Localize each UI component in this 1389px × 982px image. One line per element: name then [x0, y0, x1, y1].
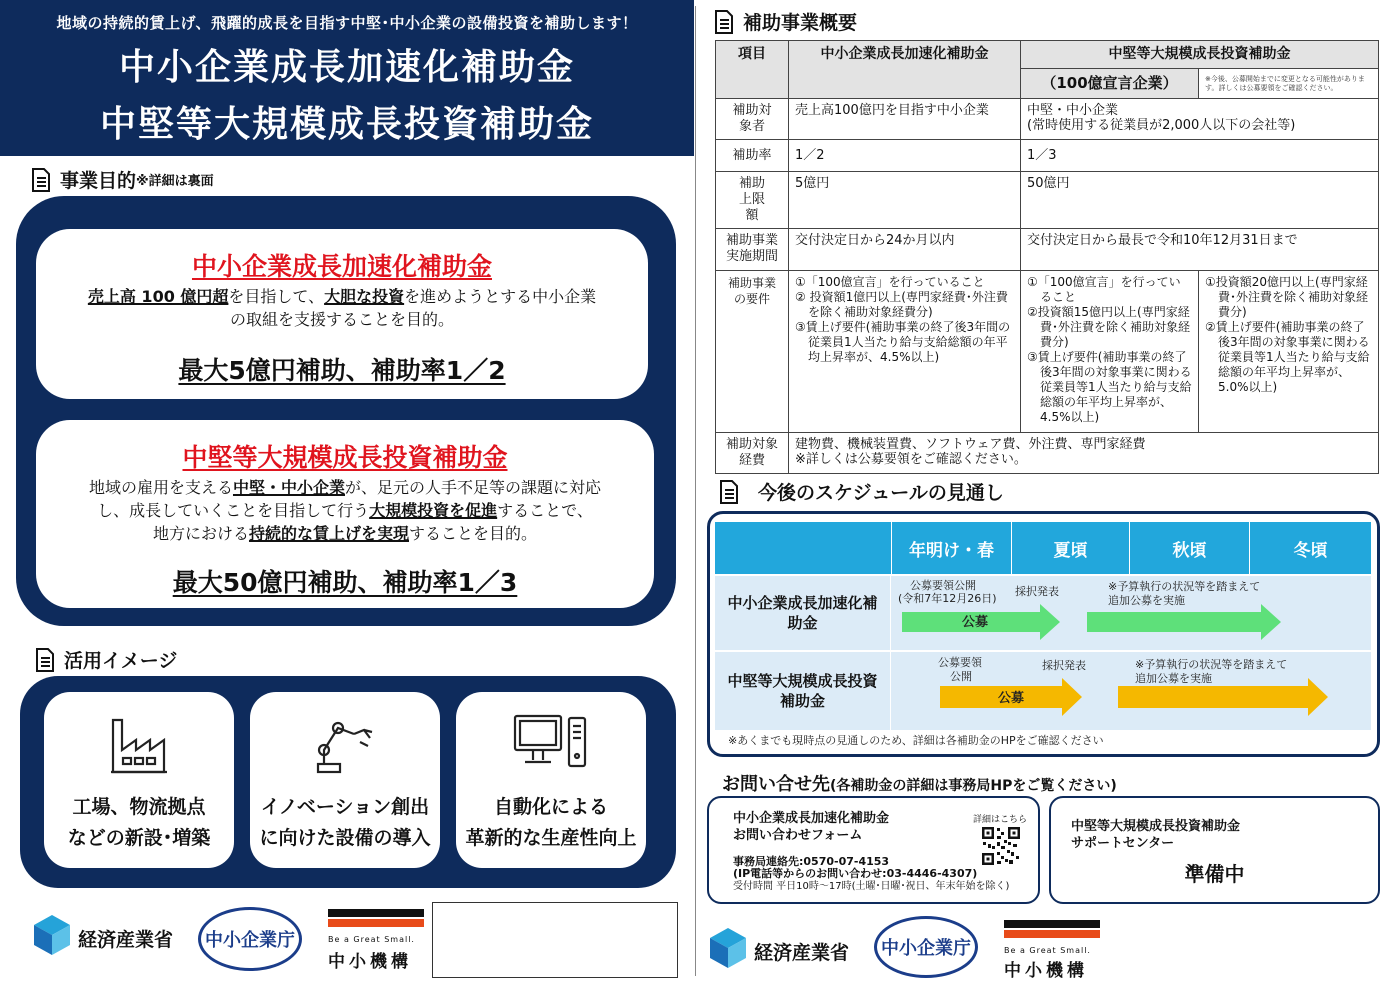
text-part: することを目的。 — [409, 524, 538, 543]
emph-sales: 売上高 100 億円超 — [87, 287, 229, 306]
header-banner — [0, 0, 694, 156]
cell-b: 1／3 — [1021, 140, 1379, 172]
smrj-tagline: Be a Great Small. — [328, 935, 415, 944]
emph-text: 中堅・中小企業 — [232, 478, 345, 497]
overview-table — [715, 40, 1379, 474]
row-label-text: 補助上限額 — [738, 176, 765, 223]
contact-name: 中小企業成長加速化補助金 — [733, 811, 890, 826]
row-label — [716, 271, 789, 433]
cell-b: 50億円 — [1021, 172, 1379, 229]
document-icon — [713, 10, 735, 34]
card-title: 中堅等大規模成長投資補助金 — [182, 443, 508, 472]
card-body — [36, 476, 654, 545]
period-3: 秋頃 — [1129, 522, 1249, 574]
contact-hours: 受付時間 平日10時～17時(土曜･日曜･祝日、年末年始を除く) — [733, 881, 1010, 892]
row-label-text: 補助対象経費 — [725, 437, 778, 468]
document-icon — [34, 648, 56, 672]
smrj-bar-orange — [328, 919, 424, 927]
col-growth: 中小企業成長加速化補助金 — [789, 41, 1021, 99]
extra-note-1: ※予算執行の状況等を踏まえて — [1135, 658, 1288, 671]
schedule-row-label-text: 中堅等大規模成長投資補助金 — [727, 672, 878, 710]
arrow-green-2 — [1087, 604, 1283, 640]
period-1: 年明け・春 — [891, 522, 1011, 574]
cell-b — [1021, 99, 1379, 140]
row-label — [716, 99, 789, 140]
max-subsidy: 最大50億円補助、補助率1／3 — [172, 568, 518, 597]
schedule-row-label — [715, 576, 891, 650]
schedule-heading — [718, 478, 1004, 505]
schedule-heading-label: 今後のスケジュールの見通し — [758, 482, 1004, 504]
usage-heading — [34, 646, 177, 673]
emph-text: 大規模投資を促進 — [369, 501, 498, 520]
cell-text: (常時使用する従業員が2,000人以下の会社等) — [1027, 118, 1296, 133]
emph-investment: 大胆な投資 — [324, 287, 405, 306]
text-part: の取組を支援することを目的。 — [229, 310, 454, 329]
pub-notice: 公募要領公開 — [910, 579, 976, 592]
cell-text: 建物費、機械装置費、ソフトウェア費、外注費、専門家経費 — [795, 437, 1146, 452]
card-body — [36, 285, 648, 331]
contact-status: 準備中 — [1184, 862, 1245, 886]
cell-b: 交付決定日から最長で令和10年12月31日まで — [1021, 229, 1379, 271]
cell-a: 5億円 — [789, 172, 1021, 229]
pub-date: (令和7年12月26日) — [898, 592, 997, 605]
table-row — [716, 271, 1379, 433]
sme-agency-logo-text: 中小企業庁 — [881, 938, 971, 959]
smrj-logo-text: 中小機構 — [328, 952, 412, 972]
usage-line: などの新設･増築 — [67, 827, 211, 849]
requirement-item: ①「100億宣言」を行っていること — [795, 275, 985, 289]
usage-label — [44, 792, 234, 854]
meti-logo-text: 経済産業省 — [754, 942, 850, 964]
col-large-note: ※今後、公募開始までに変更となる可能性があります。詳しくは公募要領をご確認ください。 — [1199, 69, 1379, 99]
period-2: 夏頃 — [1011, 522, 1129, 574]
selection-note: 採択発表 — [1042, 659, 1086, 672]
meti-logo-icon — [32, 913, 72, 957]
usage-line: 革新的な生産性向上 — [465, 827, 637, 849]
arrow-yellow-2 — [1118, 678, 1330, 716]
cell-text: 中堅・中小企業 — [1027, 103, 1119, 118]
cell-costs — [789, 433, 1379, 474]
title-growth-acceleration: 中小企業成長加速化補助金 — [118, 47, 575, 88]
period-4: 冬頃 — [1249, 522, 1371, 574]
smrj-tagline: Be a Great Small. — [1004, 946, 1091, 955]
cell-a: 交付決定日から24か月以内 — [789, 229, 1021, 271]
arrow-label: 公募 — [998, 691, 1025, 706]
contact-box-large — [1049, 796, 1380, 904]
smrj-bar-black — [328, 909, 424, 917]
text-part: 地方における — [152, 524, 249, 543]
left-page — [0, 0, 694, 982]
requirement-item: ②投資額15億円以上(専門家経費･外注費を除く補助対象経費分) — [1027, 305, 1191, 349]
blank-stamp-box — [432, 902, 678, 978]
extra-note-1: ※予算執行の状況等を踏まえて — [1108, 580, 1261, 593]
row-label-text: 補助事業実施期間 — [725, 233, 778, 264]
meti-logo-icon — [708, 926, 748, 970]
requirement-item: ①「100億宣言」を行っていること — [1027, 275, 1181, 304]
requirement-item: ③賃上げ要件(補助事業の終了後3年間の従業員1人当たり給与支給総額の年平均上昇率が、4.5%以上) — [795, 320, 1011, 364]
smrj-logo-text: 中小機構 — [1004, 961, 1088, 981]
pub-notice: 公募要領 — [938, 656, 982, 669]
cell-text: ※詳しくは公募要領をご確認ください。 — [795, 452, 1027, 467]
extra-note-2: 追加公募を実施 — [1135, 672, 1212, 685]
page-divider — [695, 6, 696, 976]
qr-note: 詳細はこちら — [973, 815, 1028, 825]
col-large-sub: （100億宣言企業） — [1021, 69, 1199, 99]
robot-arm-icon — [310, 710, 380, 776]
contact-ip-tel: (IP電話等からのお問い合わせ:03-4446-4307) — [733, 867, 978, 880]
row-label-text: 補助事業の要件 — [727, 276, 776, 306]
text-part: が、足元の人手不足等の課題に対応 — [345, 478, 602, 497]
purpose-card-large — [36, 420, 654, 608]
selection-note: 採択発表 — [1015, 585, 1059, 598]
usage-line: に向けた設備の導入 — [259, 827, 431, 849]
usage-card-factory — [44, 692, 234, 868]
cell-c — [1199, 271, 1379, 433]
overview-heading-label: 補助事業概要 — [743, 12, 858, 34]
contact-details — [733, 856, 1009, 893]
smrj-bar-orange — [1004, 930, 1100, 938]
pub-notice: 公開 — [950, 670, 972, 683]
table-row — [716, 140, 1379, 172]
sme-agency-logo — [874, 916, 978, 978]
contact-box-growth — [707, 796, 1040, 904]
contact-tel: 事務局連絡先:0570-07-4153 — [733, 855, 890, 868]
schedule-header — [715, 522, 1371, 574]
cell-a — [789, 271, 1021, 433]
requirement-item: ②賃上げ要件(補助事業の終了後3年間の対象事業に関わる従業員等1人当たり給与支給総額の年平均上昇率が、5.0%以上) — [1205, 320, 1370, 394]
usage-line: 工場、物流拠点 — [72, 796, 206, 818]
max-subsidy: 最大5億円補助、補助率1／2 — [178, 356, 506, 385]
document-icon — [30, 168, 52, 192]
logos-right — [706, 916, 1126, 981]
row-label — [716, 229, 789, 271]
sme-agency-logo — [198, 907, 302, 971]
smrj-bar-black — [1004, 920, 1100, 928]
usage-card-automation — [456, 692, 646, 868]
usage-label — [250, 792, 440, 854]
schedule-header-blank — [715, 522, 891, 574]
contact-heading — [722, 770, 1117, 796]
usage-label — [456, 792, 646, 854]
contact-box-title — [733, 810, 889, 844]
table-row — [716, 99, 1379, 140]
col-item: 項目 — [716, 41, 789, 99]
row-label-text: 補助対象者 — [732, 103, 772, 134]
title-large-scale-investment: 中堅等大規模成長投資補助金 — [99, 104, 594, 145]
contact-center: サポートセンター — [1071, 836, 1175, 851]
col-large: 中堅等大規模成長投資補助金 — [1021, 41, 1379, 69]
contact-heading-label: お問い合せ先 — [722, 774, 830, 795]
text-part: を目指して、 — [228, 287, 325, 306]
text-part: 地域の雇用を支える — [88, 478, 233, 497]
requirement-item: ①投資額20億円以上(専門家経費･外注費を除く補助対象経費分) — [1205, 275, 1369, 319]
row-label: 補助率 — [716, 140, 789, 172]
table-header-row — [716, 41, 1379, 69]
usage-line: イノベーション創出 — [260, 796, 430, 818]
purpose-heading-note: ※詳細は裏面 — [136, 174, 214, 189]
table-row — [716, 433, 1379, 474]
cell-a: 売上高100億円を目指す中小企業 — [789, 99, 1021, 140]
text-part: を進めようとする中小企業 — [404, 287, 597, 306]
contact-box-title — [1071, 818, 1240, 852]
tagline: 地域の持続的賃上げ、飛躍的成長を目指す中堅･中小企業の設備投資を補助します！ — [56, 14, 638, 32]
schedule-row-label — [715, 652, 891, 730]
schedule-row-label-text: 中小企業成長加速化補助金 — [727, 594, 878, 632]
purpose-heading — [30, 166, 214, 193]
factory-icon — [107, 710, 171, 776]
purpose-heading-label: 事業目的 — [60, 170, 137, 192]
meti-logo-text: 経済産業省 — [78, 929, 174, 951]
cell-b — [1021, 271, 1199, 433]
computer-icon — [511, 710, 591, 776]
overview-heading — [713, 8, 857, 35]
contact-form-link[interactable]: お問い合わせフォーム — [733, 828, 863, 843]
purpose-card-growth — [36, 229, 648, 399]
table-row — [716, 229, 1379, 271]
row-label — [716, 172, 789, 229]
contact-name: 中堅等大規模成長投資補助金 — [1071, 819, 1241, 834]
document-icon — [718, 480, 740, 504]
requirement-item: ③賃上げ要件(補助事業の終了後3年間の対象事業に関わる従業員等1人当たり給与支給総額の年平均上昇率が、4.5%以上) — [1027, 350, 1192, 424]
emph-text: 持続的な賃上げを実現 — [248, 524, 409, 543]
usage-heading-label: 活用イメージ — [64, 650, 178, 672]
text-part: し、成長していくことを目指して行う — [97, 501, 370, 520]
row-label — [716, 433, 789, 474]
text-part: することで、 — [497, 501, 593, 520]
table-row — [716, 172, 1379, 229]
usage-card-innovation — [250, 692, 440, 868]
sme-agency-logo-text: 中小企業庁 — [205, 930, 295, 951]
cell-a: 1／2 — [789, 140, 1021, 172]
requirement-item: ② 投資額1億円以上(専門家経費･外注費を除く補助対象経費分) — [795, 290, 1008, 319]
extra-note-2: 追加公募を実施 — [1108, 594, 1185, 607]
contact-heading-note: (各補助金の詳細は事務局HPをご覧ください) — [830, 778, 1117, 794]
schedule-footnote: ※あくまでも現時点の見通しのため、詳細は各補助金のHPをご確認ください — [728, 734, 1104, 747]
card-title: 中小企業成長加速化補助金 — [191, 252, 492, 281]
usage-line: 自動化による — [493, 796, 608, 818]
arrow-label: 公募 — [962, 615, 989, 630]
